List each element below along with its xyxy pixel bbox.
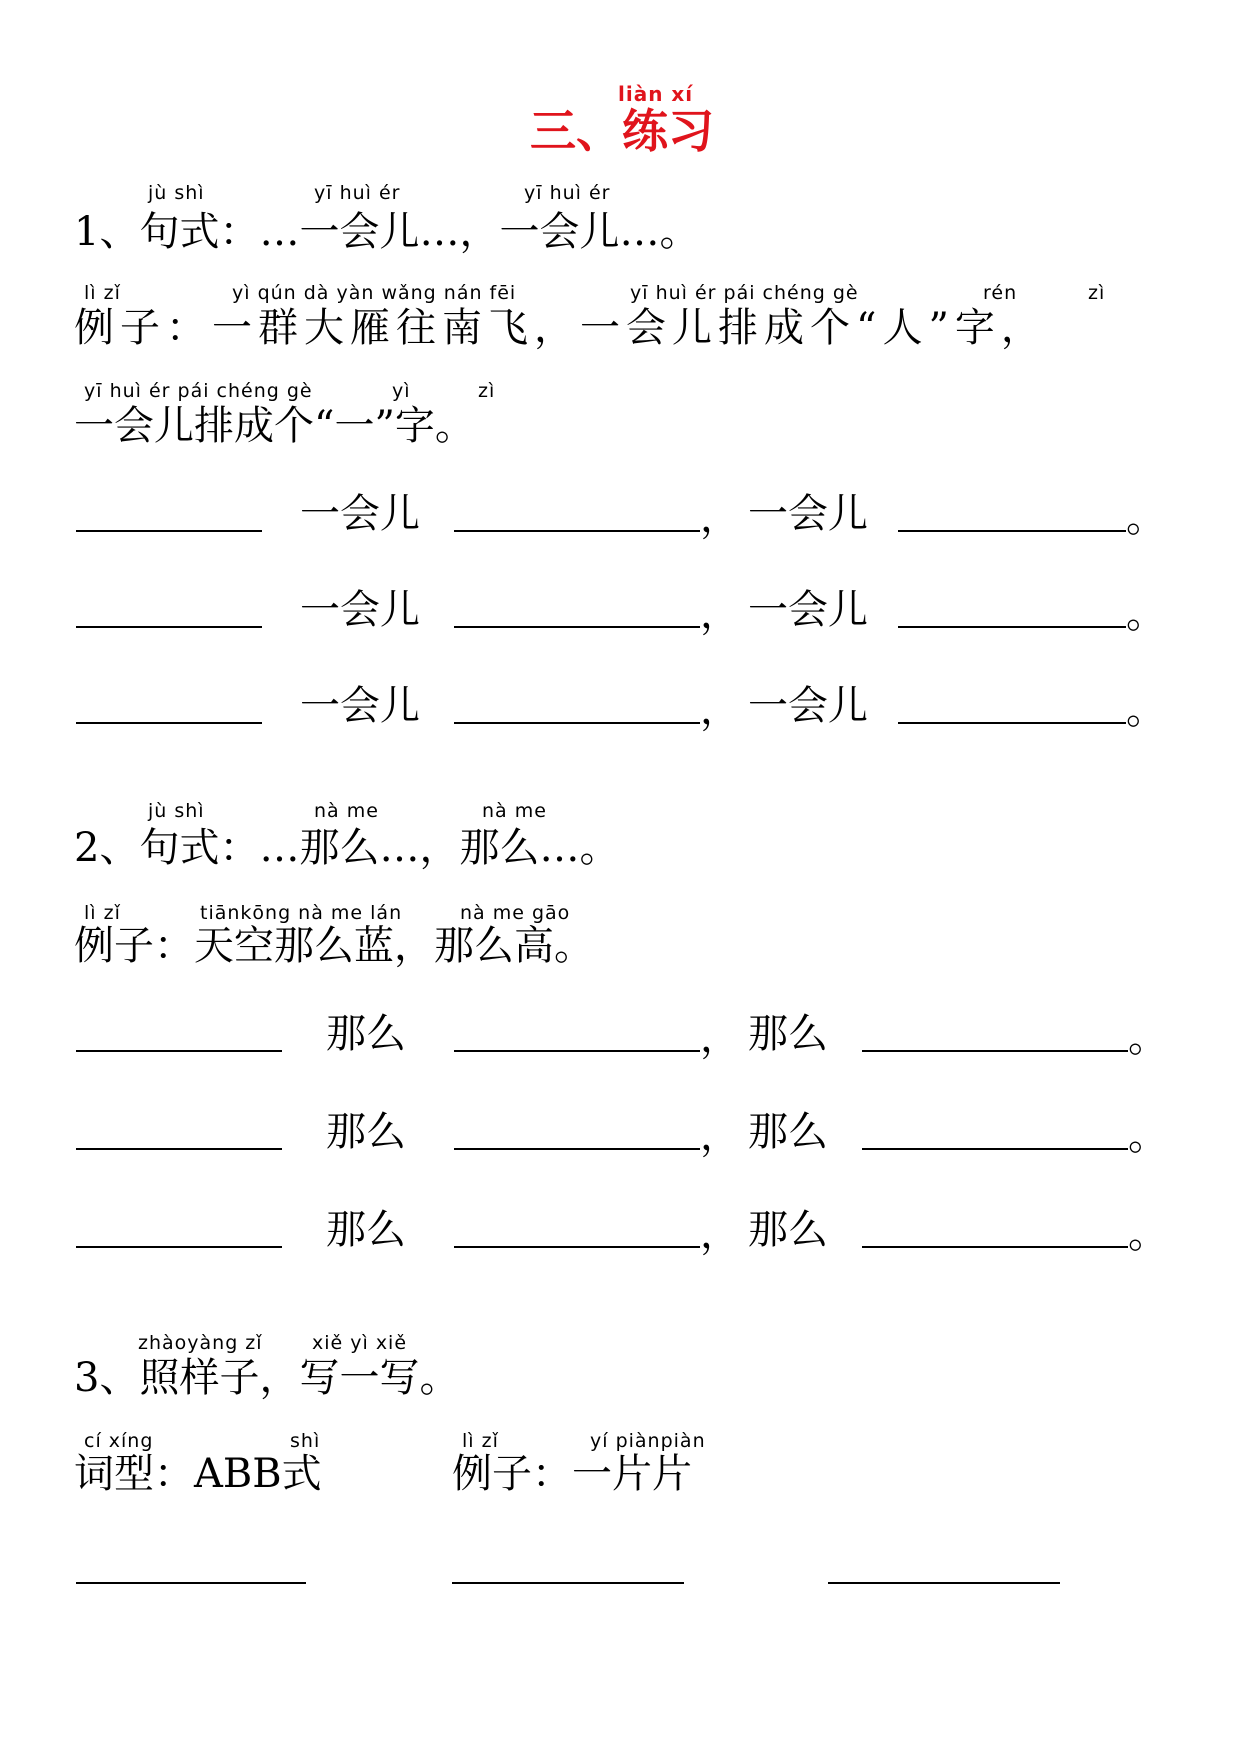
s2-row3-word-1: 那么 [326, 1207, 406, 1253]
s2-row1-word-1: 那么 [326, 1011, 406, 1057]
s2-row2-blank-2[interactable] [454, 1148, 700, 1150]
s3-answer-blank-2[interactable] [452, 1582, 684, 1584]
s1-row1-blank-3[interactable] [898, 530, 1126, 532]
s2-row1-word-2: 那么 [748, 1011, 828, 1057]
s2-row3-blank-1[interactable] [76, 1246, 282, 1248]
s1-row3-blank-1[interactable] [76, 722, 262, 724]
s1-row3-blank-3[interactable] [898, 722, 1126, 724]
s1-example-pinyin-1: lì zǐ [84, 282, 121, 304]
s1-heading-pinyin-2: yī huì ér [314, 182, 401, 204]
section3-word-type: 词型：ABB式 [74, 1451, 322, 1497]
s2-row3-blank-3[interactable] [862, 1246, 1128, 1248]
s1-heading-pinyin-3: yī huì ér [524, 182, 611, 204]
s2-row3-word-2: 那么 [748, 1207, 828, 1253]
s3-heading-pinyin-1: zhàoyàng zǐ [138, 1332, 263, 1354]
s1-row1-period: 。 [1126, 495, 1166, 541]
s1-row1-word-2: 一会儿 [748, 491, 868, 537]
s2-example-pinyin-2: tiānkōng nà me lán [200, 902, 403, 924]
s1-row3-blank-2[interactable] [454, 722, 700, 724]
s3-answer-blank-3[interactable] [828, 1582, 1060, 1584]
section2-heading: 2、句式：…那么…，那么…。 [74, 825, 620, 871]
s2-row2-word-1: 那么 [326, 1109, 406, 1155]
section3-example: 例子：一片片 [452, 1451, 692, 1497]
s2-row2-period: 。 [1128, 1113, 1168, 1159]
s3-example-pinyin-2: yí piànpiàn [590, 1430, 706, 1452]
s1-row3-period: 。 [1126, 687, 1166, 733]
s3-wordtype-pinyin-2: shì [290, 1430, 321, 1452]
s1-example-pinyin-3: yī huì ér pái chéng gè [630, 282, 859, 304]
page-title: 三、练习 [530, 104, 714, 158]
s1-example-pinyin-5: zì [1088, 282, 1106, 304]
s2-row1-period: 。 [1128, 1015, 1168, 1061]
s1-row2-comma: ， [700, 591, 740, 637]
section1-example-line2: 一会儿排成个“一”字。 [74, 403, 475, 449]
s1-row2-blank-3[interactable] [898, 626, 1126, 628]
s2-row1-blank-3[interactable] [862, 1050, 1128, 1052]
s1-row2-word-2: 一会儿 [748, 587, 868, 633]
s2-row2-blank-3[interactable] [862, 1148, 1128, 1150]
s1-example2-pinyin-2: yì [392, 380, 411, 402]
s1-row2-blank-2[interactable] [454, 626, 700, 628]
s2-heading-pinyin-2: nà me [314, 800, 379, 822]
s2-example-pinyin-3: nà me gāo [460, 902, 571, 924]
section2-example: 例子：天空那么蓝，那么高。 [74, 923, 594, 969]
s2-row3-blank-2[interactable] [454, 1246, 700, 1248]
section1-example-line1: 例子：一群大雁往南飞，一会儿排成个“人”字， [74, 305, 1047, 351]
s1-row3-comma: ， [700, 687, 740, 733]
s3-example-pinyin-1: lì zǐ [462, 1430, 499, 1452]
title-pinyin: liàn xí [618, 82, 694, 106]
s1-row1-word-1: 一会儿 [300, 491, 420, 537]
s3-heading-pinyin-2: xiě yì xiě [312, 1332, 408, 1354]
s2-row2-word-2: 那么 [748, 1109, 828, 1155]
s2-heading-pinyin-3: nà me [482, 800, 547, 822]
s1-row3-word-2: 一会儿 [748, 683, 868, 729]
s1-example-pinyin-4: rén [983, 282, 1018, 304]
s1-row1-blank-2[interactable] [454, 530, 700, 532]
s1-row1-comma: ， [700, 495, 740, 541]
s1-row2-period: 。 [1126, 591, 1166, 637]
s2-row1-comma: ， [700, 1015, 740, 1061]
section3-heading: 3、照样子，写一写。 [74, 1355, 460, 1401]
s2-row3-period: 。 [1128, 1211, 1168, 1257]
s1-example2-pinyin-1: yī huì ér pái chéng gè [84, 380, 313, 402]
s1-example2-pinyin-3: zì [478, 380, 496, 402]
s2-example-pinyin-1: lì zǐ [84, 902, 121, 924]
s2-row1-blank-1[interactable] [76, 1050, 282, 1052]
s2-row2-blank-1[interactable] [76, 1148, 282, 1150]
s1-row1-blank-1[interactable] [76, 530, 262, 532]
s2-row3-comma: ， [700, 1211, 740, 1257]
s2-row1-blank-2[interactable] [454, 1050, 700, 1052]
s2-row2-comma: ， [700, 1113, 740, 1159]
s1-row2-blank-1[interactable] [76, 626, 262, 628]
s1-example-pinyin-2: yì qún dà yàn wǎng nán fēi [232, 282, 517, 304]
s3-wordtype-pinyin-1: cí xíng [84, 1430, 154, 1452]
section1-heading: 1、句式：…一会儿…，一会儿…。 [74, 209, 700, 255]
s1-row2-word-1: 一会儿 [300, 587, 420, 633]
s1-heading-pinyin-1: jù shì [148, 182, 205, 204]
s3-answer-blank-1[interactable] [76, 1582, 306, 1584]
s2-heading-pinyin-1: jù shì [148, 800, 205, 822]
s1-row3-word-1: 一会儿 [300, 683, 420, 729]
